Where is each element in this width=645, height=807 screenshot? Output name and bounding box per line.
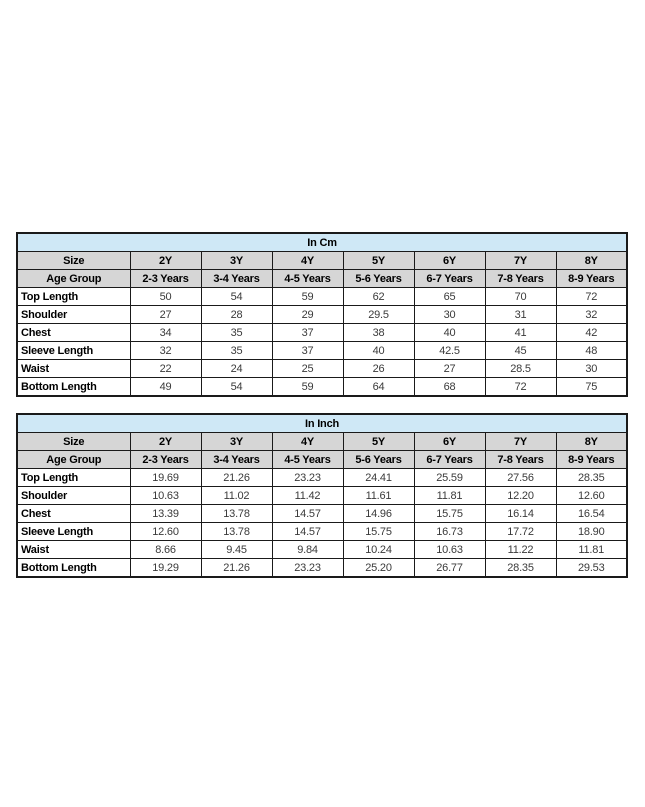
measurement-row	[17, 342, 627, 360]
size-header-cell: 6Y	[414, 433, 485, 451]
size-header-cell: 5Y	[343, 433, 414, 451]
age-group-cell: 3-4 Years	[201, 270, 272, 288]
age-group-cell: 7-8 Years	[485, 270, 556, 288]
value-cell: 30	[414, 306, 485, 324]
value-cell: 10.24	[343, 541, 414, 559]
value-cell: 11.81	[414, 487, 485, 505]
value-cell: 37	[272, 324, 343, 342]
value-cell: 14.57	[272, 505, 343, 523]
measurement-row	[17, 541, 627, 559]
value-cell: 35	[201, 342, 272, 360]
value-cell: 12.60	[130, 523, 201, 541]
value-cell: 30	[556, 360, 627, 378]
measurement-row	[17, 360, 627, 378]
value-cell: 18.90	[556, 523, 627, 541]
value-cell: 11.42	[272, 487, 343, 505]
row-label: Sleeve Length	[17, 523, 130, 541]
value-cell: 40	[414, 324, 485, 342]
value-cell: 14.96	[343, 505, 414, 523]
age-group-label: Age Group	[17, 270, 130, 288]
age-group-cell: 8-9 Years	[556, 451, 627, 469]
value-cell: 40	[343, 342, 414, 360]
value-cell: 38	[343, 324, 414, 342]
value-cell: 54	[201, 288, 272, 306]
value-cell: 25.59	[414, 469, 485, 487]
measurement-row	[17, 378, 627, 397]
value-cell: 34	[130, 324, 201, 342]
value-cell: 11.61	[343, 487, 414, 505]
value-cell: 49	[130, 378, 201, 397]
value-cell: 45	[485, 342, 556, 360]
value-cell: 21.26	[201, 559, 272, 578]
value-cell: 64	[343, 378, 414, 397]
value-cell: 27	[130, 306, 201, 324]
measurement-row	[17, 469, 627, 487]
row-label: Shoulder	[17, 487, 130, 505]
value-cell: 14.57	[272, 523, 343, 541]
measurement-row	[17, 288, 627, 306]
value-cell: 35	[201, 324, 272, 342]
value-cell: 32	[556, 306, 627, 324]
size-header-cell: 4Y	[272, 252, 343, 270]
value-cell: 26.77	[414, 559, 485, 578]
value-cell: 17.72	[485, 523, 556, 541]
measurement-row	[17, 559, 627, 578]
value-cell: 12.60	[556, 487, 627, 505]
row-label: Chest	[17, 505, 130, 523]
value-cell: 27.56	[485, 469, 556, 487]
value-cell: 24.41	[343, 469, 414, 487]
value-cell: 50	[130, 288, 201, 306]
size-header-cell: 8Y	[556, 433, 627, 451]
value-cell: 32	[130, 342, 201, 360]
table-title: In Inch	[17, 414, 627, 433]
value-cell: 31	[485, 306, 556, 324]
row-label: Bottom Length	[17, 559, 130, 578]
value-cell: 48	[556, 342, 627, 360]
size-header-label: Size	[17, 433, 130, 451]
age-group-row	[17, 270, 627, 288]
age-group-cell: 3-4 Years	[201, 451, 272, 469]
value-cell: 54	[201, 378, 272, 397]
size-chart-cm-table	[16, 232, 628, 397]
value-cell: 16.54	[556, 505, 627, 523]
table-title: In Cm	[17, 233, 627, 252]
value-cell: 25.20	[343, 559, 414, 578]
value-cell: 28.5	[485, 360, 556, 378]
value-cell: 75	[556, 378, 627, 397]
value-cell: 23.23	[272, 559, 343, 578]
value-cell: 26	[343, 360, 414, 378]
size-header-cell: 7Y	[485, 433, 556, 451]
value-cell: 28.35	[556, 469, 627, 487]
age-group-cell: 5-6 Years	[343, 451, 414, 469]
size-header-label: Size	[17, 252, 130, 270]
age-group-cell: 7-8 Years	[485, 451, 556, 469]
value-cell: 16.73	[414, 523, 485, 541]
age-group-cell: 4-5 Years	[272, 270, 343, 288]
row-label: Top Length	[17, 469, 130, 487]
size-header-cell: 5Y	[343, 252, 414, 270]
value-cell: 13.78	[201, 523, 272, 541]
measurement-row	[17, 306, 627, 324]
value-cell: 11.02	[201, 487, 272, 505]
size-header-cell: 2Y	[130, 433, 201, 451]
size-chart-inch-table	[16, 413, 628, 578]
value-cell: 62	[343, 288, 414, 306]
table-title-row	[17, 414, 627, 433]
value-cell: 16.14	[485, 505, 556, 523]
value-cell: 12.20	[485, 487, 556, 505]
value-cell: 13.39	[130, 505, 201, 523]
value-cell: 29.53	[556, 559, 627, 578]
value-cell: 15.75	[343, 523, 414, 541]
row-label: Top Length	[17, 288, 130, 306]
value-cell: 8.66	[130, 541, 201, 559]
value-cell: 68	[414, 378, 485, 397]
value-cell: 21.26	[201, 469, 272, 487]
value-cell: 10.63	[130, 487, 201, 505]
value-cell: 29	[272, 306, 343, 324]
size-header-cell: 7Y	[485, 252, 556, 270]
value-cell: 29.5	[343, 306, 414, 324]
value-cell: 10.63	[414, 541, 485, 559]
age-group-cell: 2-3 Years	[130, 451, 201, 469]
value-cell: 27	[414, 360, 485, 378]
value-cell: 22	[130, 360, 201, 378]
measurement-row	[17, 324, 627, 342]
value-cell: 42.5	[414, 342, 485, 360]
measurement-row	[17, 505, 627, 523]
row-label: Waist	[17, 360, 130, 378]
size-header-cell: 3Y	[201, 433, 272, 451]
age-group-cell: 5-6 Years	[343, 270, 414, 288]
value-cell: 19.29	[130, 559, 201, 578]
value-cell: 59	[272, 288, 343, 306]
measurement-row	[17, 487, 627, 505]
age-group-row	[17, 451, 627, 469]
size-header-row	[17, 433, 627, 451]
size-header-cell: 3Y	[201, 252, 272, 270]
row-label: Chest	[17, 324, 130, 342]
value-cell: 9.84	[272, 541, 343, 559]
row-label: Shoulder	[17, 306, 130, 324]
row-label: Waist	[17, 541, 130, 559]
value-cell: 11.22	[485, 541, 556, 559]
value-cell: 9.45	[201, 541, 272, 559]
value-cell: 72	[485, 378, 556, 397]
size-header-cell: 2Y	[130, 252, 201, 270]
value-cell: 41	[485, 324, 556, 342]
age-group-cell: 8-9 Years	[556, 270, 627, 288]
value-cell: 19.69	[130, 469, 201, 487]
value-cell: 37	[272, 342, 343, 360]
value-cell: 65	[414, 288, 485, 306]
size-chart-section	[16, 232, 628, 578]
value-cell: 13.78	[201, 505, 272, 523]
row-label: Bottom Length	[17, 378, 130, 397]
value-cell: 59	[272, 378, 343, 397]
value-cell: 70	[485, 288, 556, 306]
value-cell: 23.23	[272, 469, 343, 487]
age-group-cell: 6-7 Years	[414, 451, 485, 469]
size-header-cell: 6Y	[414, 252, 485, 270]
row-label: Sleeve Length	[17, 342, 130, 360]
measurement-row	[17, 523, 627, 541]
value-cell: 15.75	[414, 505, 485, 523]
table-title-row	[17, 233, 627, 252]
age-group-cell: 6-7 Years	[414, 270, 485, 288]
value-cell: 72	[556, 288, 627, 306]
value-cell: 28.35	[485, 559, 556, 578]
value-cell: 24	[201, 360, 272, 378]
size-header-cell: 4Y	[272, 433, 343, 451]
age-group-label: Age Group	[17, 451, 130, 469]
age-group-cell: 2-3 Years	[130, 270, 201, 288]
age-group-cell: 4-5 Years	[272, 451, 343, 469]
size-header-cell: 8Y	[556, 252, 627, 270]
size-header-row	[17, 252, 627, 270]
value-cell: 42	[556, 324, 627, 342]
value-cell: 11.81	[556, 541, 627, 559]
value-cell: 28	[201, 306, 272, 324]
value-cell: 25	[272, 360, 343, 378]
